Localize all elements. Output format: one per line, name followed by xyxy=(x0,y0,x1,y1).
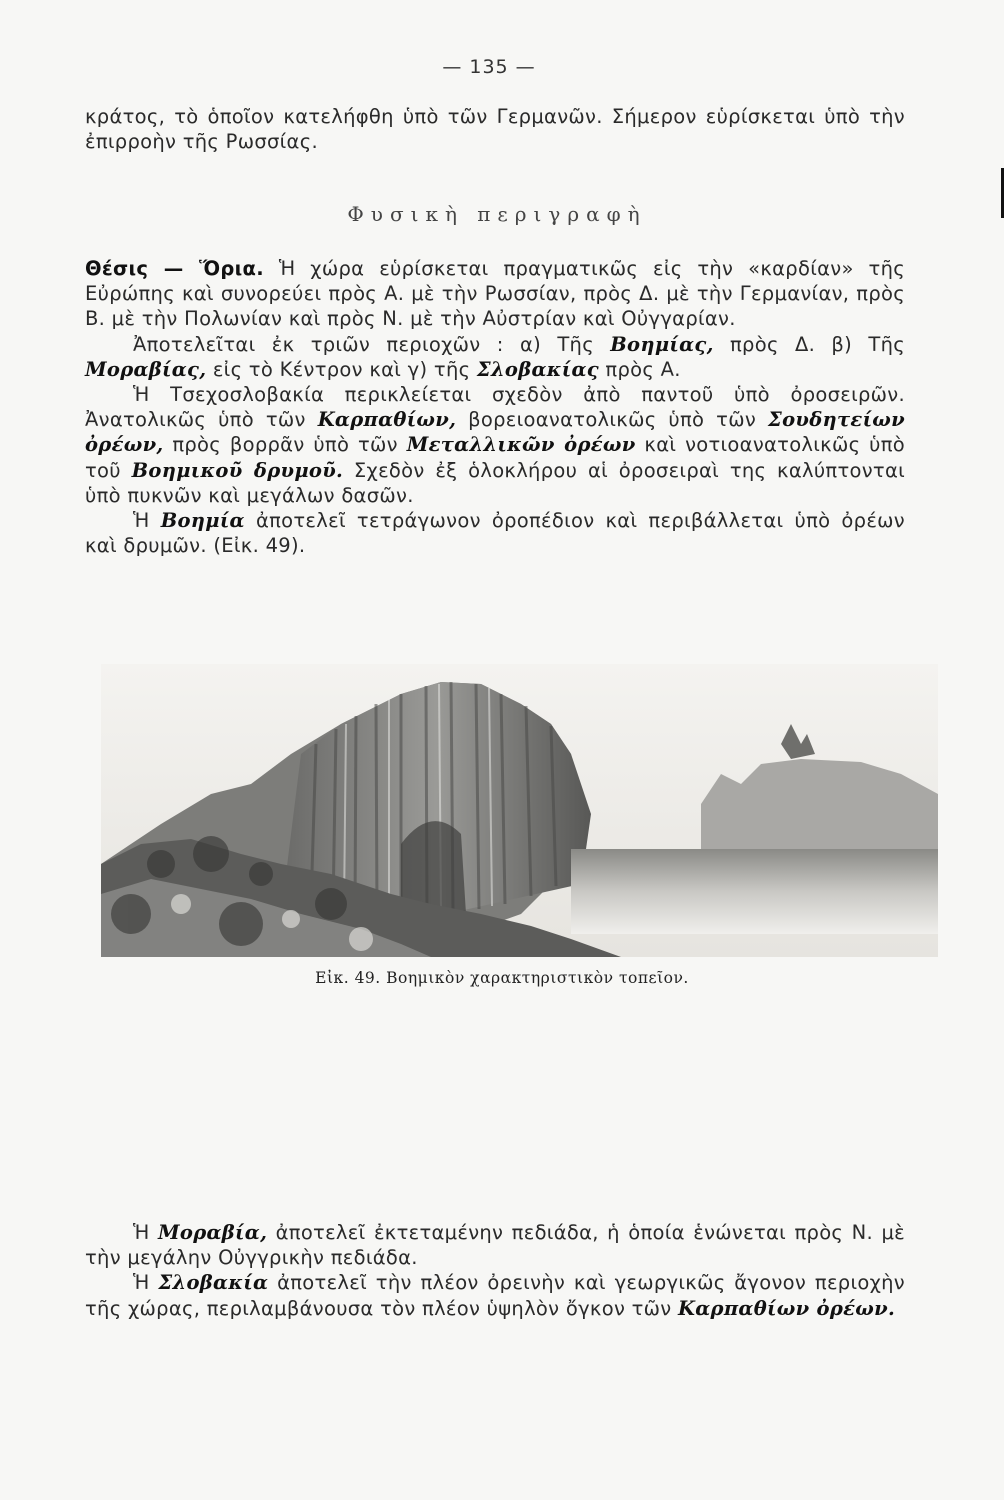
paragraph-text: Ἡ χώρα εὑρίσκεται πραγματικῶς εἰς τὴν «καρδίαν» τῆς Εὐρώπης καὶ συνορεύει πρὸς Α. μὲ τὴν Ρωσσίαν, πρὸς Δ. μὲ τὴν Γερμανίαν, πρὸς Β. μὲ τὴν Πολωνίαν καὶ πρὸς Ν. μὲ τὴν Αὐστρίαν καὶ Οὐγγαρίαν. xyxy=(85,257,906,331)
term-bohemia: Βοημία xyxy=(160,509,245,533)
text-run: Ἡ Τσεχοσλοβακία περικλείεται σχεδὸν ἀπὸ παντοῦ ὑπὸ ὀροσειρῶν. Ἀνατολικῶς ὑπὸ τῶν xyxy=(85,383,905,432)
term-carpathian-mountains: Καρπαθίων ὀρέων. xyxy=(678,1296,896,1320)
text-run: ἀποτελεῖ τὴν πλέον ὀρεινὴν καὶ γεωργικῶς ἄγονον περιοχὴν τῆς χώρας, περιλαμβάνουσα τὸν πλέον ὑψηλὸν ὄγκον τῶν xyxy=(85,1271,906,1320)
body-text-upper xyxy=(85,256,905,558)
term-carpathians: Καρπαθίων, xyxy=(317,408,457,432)
paragraph-regions xyxy=(85,332,905,382)
text-run: καὶ νοτιοανατολικῶς ὑπὸ τοῦ xyxy=(85,433,906,482)
section-heading: Φυσικὴ περιγραφὴ xyxy=(347,202,647,226)
body-text-lower xyxy=(85,1220,905,1321)
paragraph-lead-heading: Θέσις — Ὅρια. xyxy=(85,257,264,280)
paragraph-slovakia xyxy=(85,1270,905,1320)
paragraph-bohemia xyxy=(85,508,905,558)
text-run: πρὸς βορρᾶν ὑπὸ τῶν xyxy=(163,433,407,457)
term-moravia: Μοραβία, xyxy=(158,1221,268,1244)
term-bohemia: Βοημίας, xyxy=(610,332,714,356)
text-run: ἀποτελεῖ τετράγωνον ὀροπέδιον καὶ περιβάλλεται ὑπὸ ὀρέων καὶ δρυμῶν. (Εἰκ. 49). xyxy=(85,509,905,558)
text-run: βορειοανατολικῶς ὑπὸ τῶν xyxy=(456,408,768,432)
intro-paragraph: κράτος, τὸ ὁποῖον κατελήφθη ὑπὸ τῶν Γερμανῶν. Σήμερον εὑρίσκεται ὑπὸ τὴν ἐπιρροὴν τῆς Ρωσσίας. xyxy=(85,105,905,154)
term-sudetes: Σουδητείων ὀρέων, xyxy=(85,408,905,457)
landscape-photo xyxy=(101,664,938,957)
page-number: — 135 — xyxy=(442,56,536,78)
term-moravia: Μοραβίας, xyxy=(85,357,207,381)
text-run: ἀποτελεῖ ἐκτεταμένην πεδιάδα, ἡ ὁποία ἑνώνεται πρὸς Ν. μὲ τὴν μεγάλην Οὐγγρικὴν πεδιάδα. xyxy=(85,1221,905,1270)
text-run: πρὸς Δ. β) Τῆς xyxy=(713,332,905,356)
term-slovakia: Σλοβακίας xyxy=(476,357,599,381)
text-run: πρὸς Α. xyxy=(598,357,681,381)
text-run: Σχεδὸν ἐξ ὁλοκλήρου αἱ ὀροσειραὶ της καλύπτονται ὑπὸ πυκνῶν καὶ μεγάλων δασῶν. xyxy=(85,458,906,507)
term-slovakia: Σλοβακία xyxy=(158,1271,269,1295)
term-bohemian-forest: Βοημικοῦ δρυμοῦ. xyxy=(131,458,344,482)
term-ore-mountains: Μεταλλικῶν ὀρέων xyxy=(406,433,636,457)
paragraph-position-borders xyxy=(85,256,905,332)
landscape-illustration xyxy=(101,664,938,957)
text-run: Ἀποτελεῖται ἐκ τριῶν περιοχῶν : α) Τῆς xyxy=(133,332,611,356)
text-run: Ἡ xyxy=(133,1221,159,1244)
paragraph-moravia xyxy=(85,1220,905,1270)
figure-caption: Εἰκ. 49. Βοημικὸν χαρακτηριστικὸν τοπεῖον. xyxy=(315,969,689,987)
text-run: Ἡ xyxy=(133,509,161,533)
text-run: Ἡ xyxy=(133,1271,159,1295)
text-run: εἰς τὸ Κέντρον καὶ γ) τῆς xyxy=(206,357,477,381)
paragraph-mountains xyxy=(85,382,905,508)
intro-block xyxy=(85,104,905,154)
